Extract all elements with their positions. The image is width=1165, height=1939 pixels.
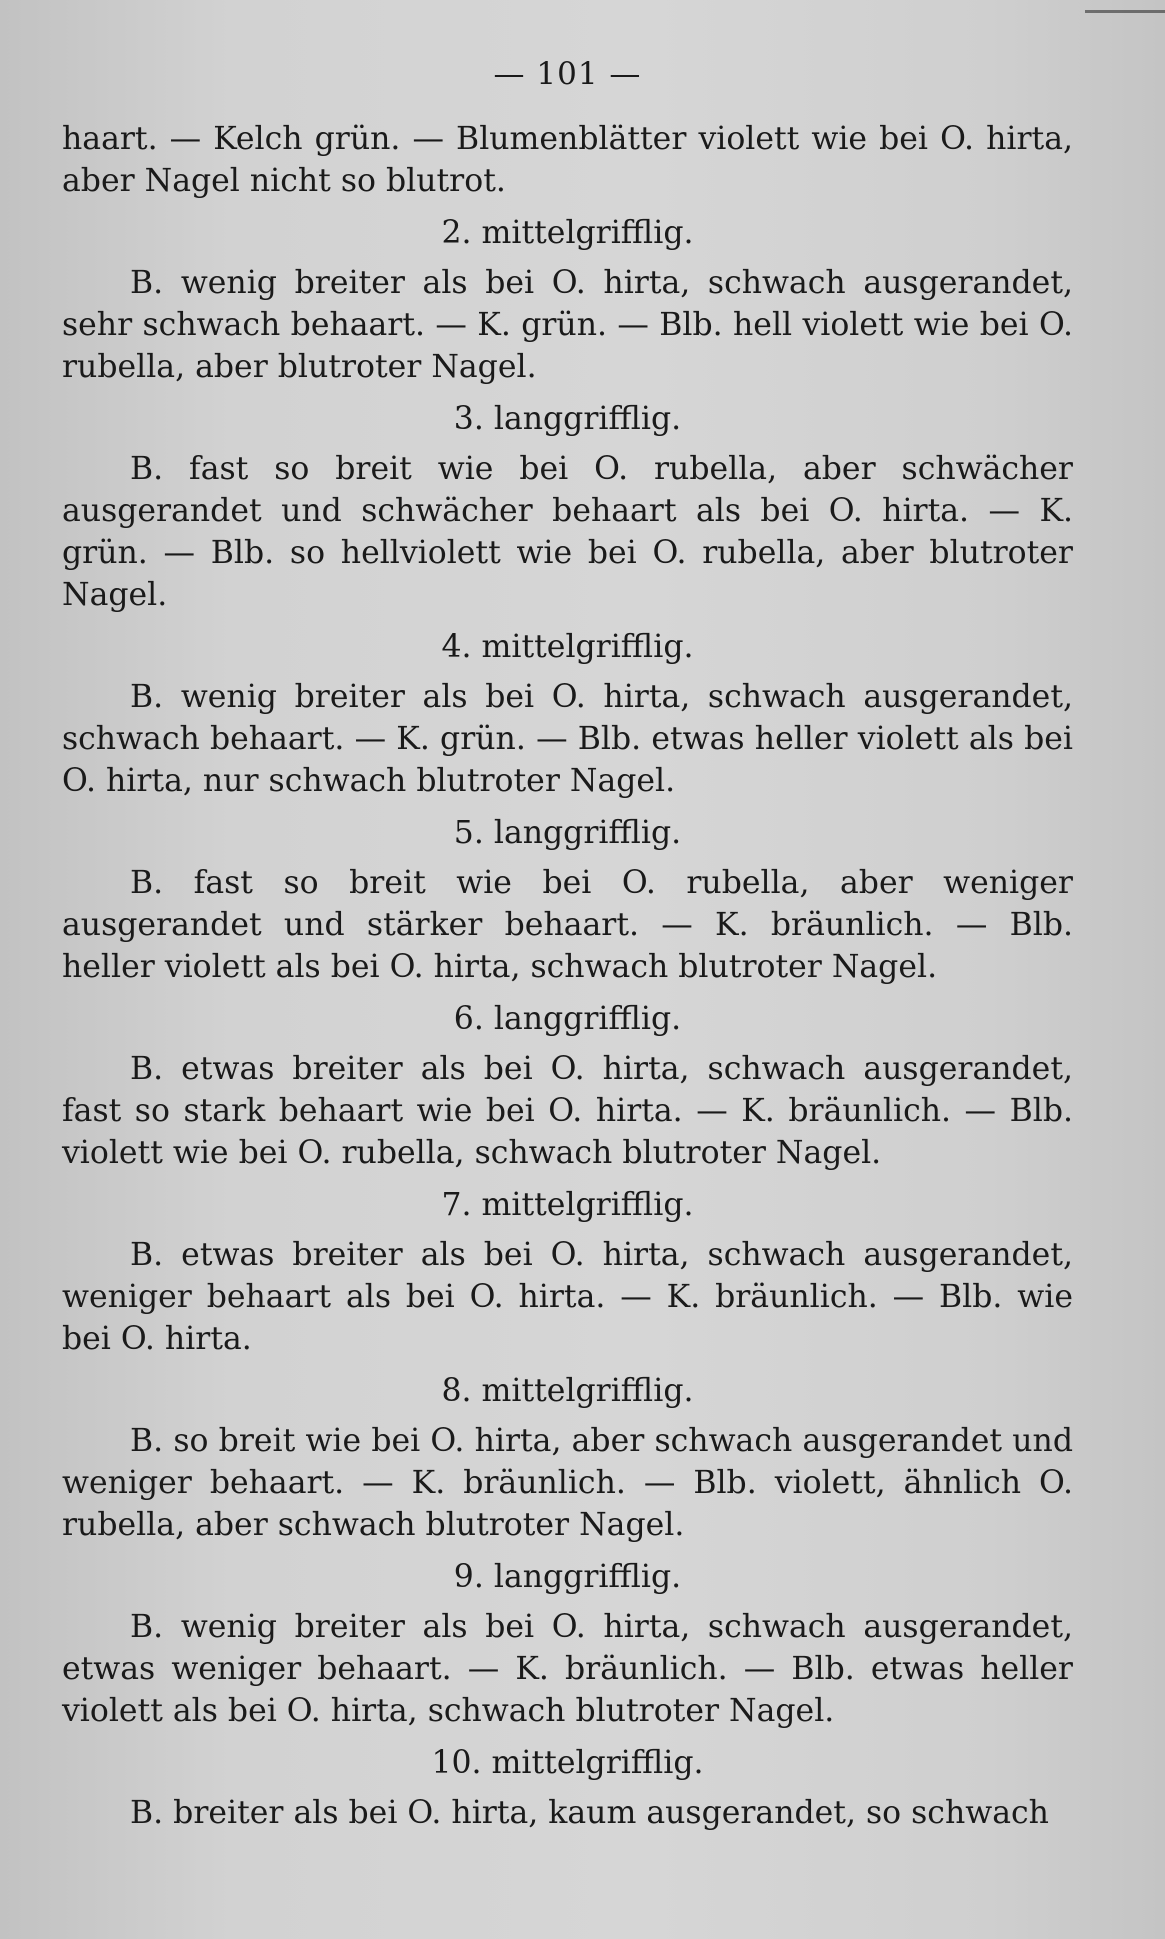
entry-heading: 7. mittelgrifflig.: [441, 1187, 694, 1223]
entry-4: [62, 626, 1073, 802]
entry-text: B. etwas breiter als bei O. hirta, schwach ausgerandet, fast so stark behaart wie bei O. hirta. — K. bräunlich. — Blb. violett wie bei O. rubella, schwach blutroter Nagel.: [62, 1051, 1073, 1171]
entry-9: [62, 1556, 1073, 1732]
entry-text: B. etwas breiter als bei O. hirta, schwach ausgerandet, weniger behaart als bei O. hirta. — K. bräunlich. — Blb. wie bei O. hirta.: [62, 1237, 1073, 1357]
page-number: — 101 —: [493, 56, 642, 92]
entry-text: B. wenig breiter als bei O. hirta, schwach ausgerandet, sehr schwach behaart. — K. grün. — Blb. hell violett wie bei O. rubella, aber blutroter Nagel.: [62, 265, 1073, 385]
corner-mark: [1085, 0, 1165, 13]
entry-heading: 9. langgrifflig.: [453, 1559, 682, 1595]
entry-8: [62, 1370, 1073, 1546]
entry-3: [62, 398, 1073, 616]
entry-heading: 4. mittelgrifflig.: [441, 629, 694, 665]
entry-5: [62, 812, 1073, 988]
entry-heading: 3. langgrifflig.: [453, 401, 682, 437]
entry-10: [62, 1742, 1073, 1834]
entry-text: B. wenig breiter als bei O. hirta, schwach ausgerandet, etwas weniger behaart. — K. bräunlich. — Blb. etwas heller violett als bei O. hirta, schwach blutroter Nagel.: [62, 1609, 1073, 1729]
entry-heading: 10. mittelgrifflig.: [431, 1745, 704, 1781]
entry-heading: 2. mittelgrifflig.: [441, 215, 694, 251]
entry-heading: 6. langgrifflig.: [453, 1001, 682, 1037]
entry-heading: 8. mittelgrifflig.: [441, 1373, 694, 1409]
entry-heading: 5. langgrifflig.: [453, 815, 682, 851]
entry-text: B. so breit wie bei O. hirta, aber schwach ausgerandet und weniger behaart. — K. bräunlich. — Blb. violett, ähnlich O. rubella, aber schwach blutroter Nagel.: [62, 1423, 1073, 1543]
entry-7: [62, 1184, 1073, 1360]
entry-text: B. fast so breit wie bei O. rubella, aber weniger ausgerandet und stärker behaart. — K. bräunlich. — Blb. heller violett als bei O. hirta, schwach blutroter Nagel.: [62, 865, 1073, 985]
entry-text: B. fast so breit wie bei O. rubella, aber schwächer ausgerandet und schwächer behaart als bei O. hirta. — K. grün. — Blb. so hellviolett wie bei O. rubella, aber blutroter Nagel.: [62, 451, 1073, 613]
entry-6: [62, 998, 1073, 1174]
entry-text: B. wenig breiter als bei O. hirta, schwach ausgerandet, schwach behaart. — K. grün. — Blb. etwas heller violett als bei O. hirta, nur schwach blutroter Nagel.: [62, 679, 1073, 799]
entry-2: [62, 212, 1073, 388]
intro-paragraph: haart. — Kelch grün. — Blumenblätter violett wie bei O. hirta, aber Nagel nicht so blutrot.: [62, 121, 1073, 199]
entry-text: B. breiter als bei O. hirta, kaum ausgerandet, so schwach: [130, 1795, 1049, 1831]
